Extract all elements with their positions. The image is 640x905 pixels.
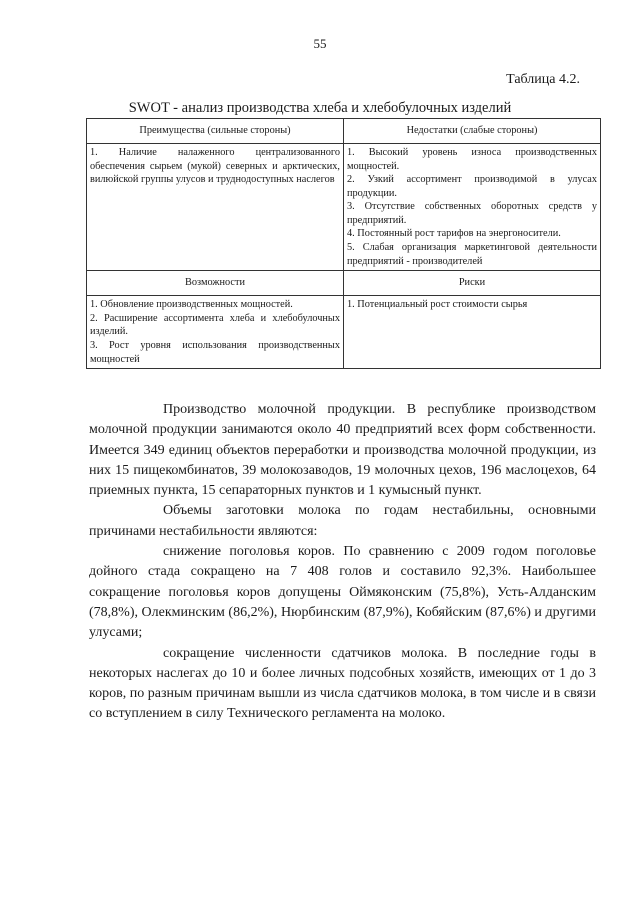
paragraph: Производство молочной продукции. В республике производством молочной продукции занимаются около 40 предприятий всех форм собственности. Имеется 349 единиц объектов переработки и производства молочной продукции, из них 15 пищекомбинатов, 39 молокозаводов, 19 молочных цехов, 196 маслоцехов, 64 приемных пункта, 15 сепараторных пунктов и 1 кумысный пункт. — [89, 402, 596, 499]
opportunity-item: 2. Расширение ассортимента хлеба и хлебобулочных изделий. — [90, 312, 340, 338]
swot-header-row-2 — [87, 271, 601, 296]
weakness-item: 1. Высокий уровень износа производственных мощностей. — [347, 147, 597, 172]
weakness-item: 4. Постоянный рост тарифов на энергоносители. — [347, 228, 561, 240]
threats-cell — [344, 296, 601, 369]
opportunities-cell — [87, 296, 344, 369]
weakness-item: 2. Узкий ассортимент производимой в улусах продукции. — [347, 174, 597, 199]
paragraph: Объемы заготовки молока по годам нестабильны, основными причинами нестабильности являются: — [89, 503, 596, 539]
swot-content-row-1 — [87, 144, 601, 271]
opportunity-item: 1. Обновление производственных мощностей. — [90, 299, 293, 311]
opportunities-header: Возможности — [87, 271, 344, 296]
table-label: Таблица 4.2. — [506, 72, 580, 87]
strength-item: 1. Наличие налаженного централизованного обеспечения сырьем (мукой) северных и арктических, вилюйской группы улусов и труднодоступных наслегов — [90, 147, 340, 186]
page-number: 55 — [313, 36, 327, 51]
swot-table — [86, 118, 601, 369]
strengths-header: Преимущества (сильные стороны) — [87, 119, 344, 144]
weaknesses-header: Недостатки (слабые стороны) — [344, 119, 601, 144]
paragraph: сокращение численности сдатчиков молока. В последние годы в некоторых наслегах до 10 и более личных подсобных хозяйств, имеющих от 1 до 3 коров, по разным причинам вышли из числа сдатчиков молока, в том числе и в связи со вступлением в силу Технического регламента на молоко. — [89, 645, 596, 722]
swot-content-row-2 — [87, 296, 601, 369]
threats-header: Риски — [344, 271, 601, 296]
threat-item: 1. Потенциальный рост стоимости сырья — [347, 299, 528, 311]
opportunity-item: 3. Рост уровня использования производственных мощностей — [90, 339, 340, 365]
strengths-cell — [87, 144, 344, 271]
weakness-item: 5. Слабая организация маркетинговой деятельности предприятий - производителей — [347, 242, 597, 267]
paragraph: снижение поголовья коров. По сравнению с 2009 годом поголовье дойного стада сокращено на 7 408 голов и составило 92,3%. Наибольшее сокращение поголовья коров допущены Оймяконским (75,8%), Усть-Алданским (78,8%), Олекминским (86,2%), Нюрбинским (87,9%), Кобяйским (87,6%) и другими улусами; — [89, 544, 596, 641]
body-text — [89, 400, 596, 725]
swot-header-row-1 — [87, 119, 601, 144]
weakness-item: 3. Отсутствие собственных оборотных средств у предприятий. — [347, 201, 597, 226]
weaknesses-cell — [344, 144, 601, 271]
table-title: SWOT - анализ производства хлеба и хлебобулочных изделий — [128, 100, 512, 116]
